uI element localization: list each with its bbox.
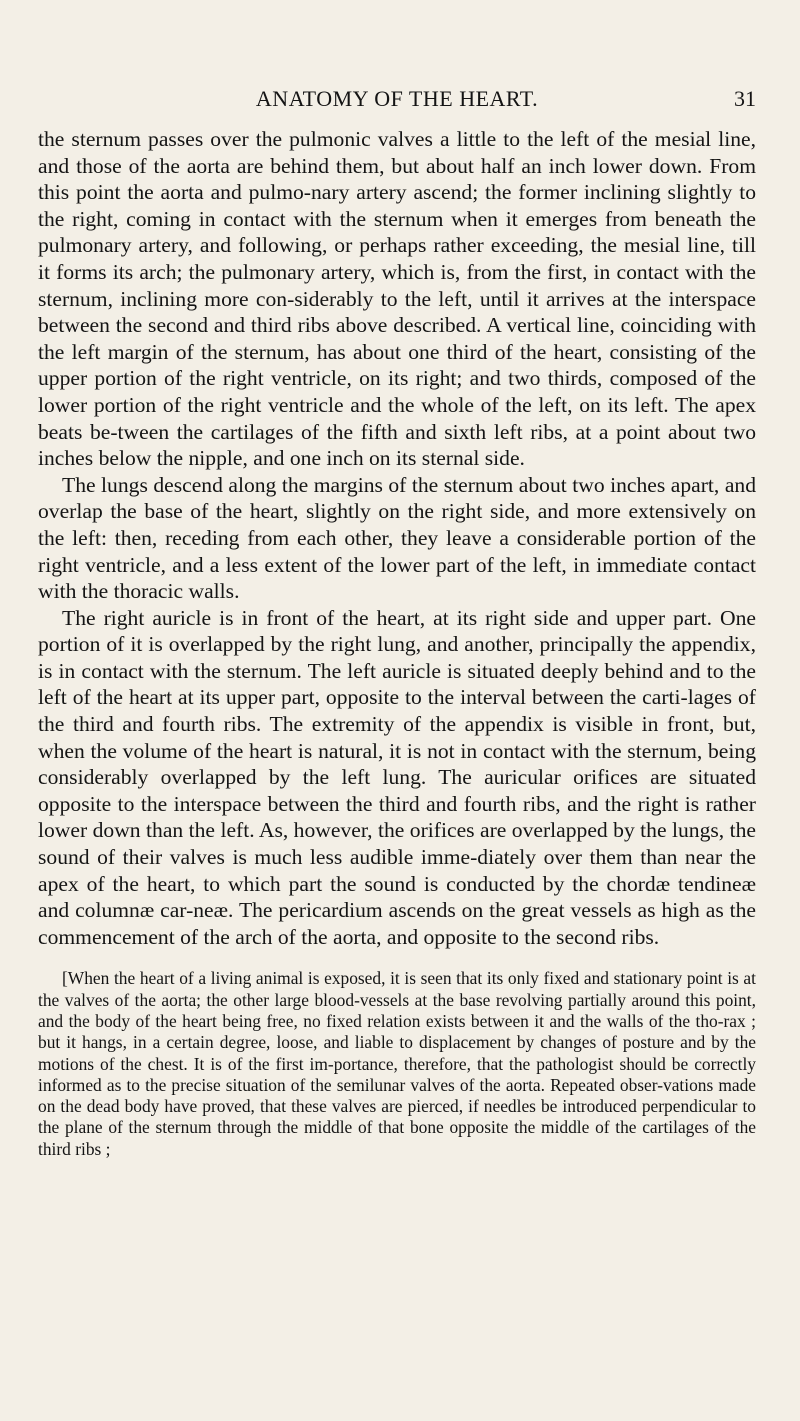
paragraph: The right auricle is in front of the heart, at its right side and upper part. One portion of it is overlapped by the right lung, and another, principally the appendix, is in contact with the sternum. The left auricle is situated deeply behind and to the left of the heart at its upper part, opposite to the interval between the carti-lages of the third and fourth ribs. The extremity of the appendix is visible in front, but, when the volume of the heart is natural, it is not in contact with the sternum, being considerably overlapped by the left lung. The auricular orifices are situated opposite to the interspace between the third and fourth ribs, and the right is rather lower down than the left. As, however, the orifices are overlapped by the lungs, the sound of their valves is much less audible imme-diately over them than near the apex of the heart, to which part the sound is conducted by the chordæ tendineæ and columnæ car-neæ. The pericardium ascends on the great vessels as high as the commencement of the arch of the aorta, and opposite to the second ribs. <box>38 605 756 949</box>
page-number: 31 <box>734 86 756 111</box>
paragraph: The lungs descend along the margins of the sternum about two inches apart, and overlap the base of the heart, slightly on the right side, and more extensively on the left: then, receding from each other, they leave a considerable portion of the right ventricle, and a less extent of the lower part of the left, in immediate contact with the thoracic walls. <box>38 472 756 604</box>
running-head <box>38 86 756 116</box>
body-text <box>38 126 756 1177</box>
paragraph: the sternum passes over the pulmonic valves a little to the left of the mesial line, and those of the aorta are behind them, but about half an inch lower down. From this point the aorta and pulmo-nary artery ascend; the former inclining slightly to the right, coming in contact with the sternum when it emerges from beneath the pulmonary artery, and following, or perhaps rather exceeding, the mesial line, till it forms its arch; the pulmonary artery, which is, from the first, in contact with the sternum, inclining more con-siderably to the left, until it arrives at the interspace between the second and third ribs above described. A vertical line, coinciding with the left margin of the sternum, has about one third of the heart, consisting of the upper portion of the right ventricle, on its right; and two thirds, composed of the lower portion of the right ventricle and the whole of the left, on its left. The apex beats be-tween the cartilages of the fifth and sixth left ribs, at a point about two inches below the nipple, and one inch on its sternal side. <box>38 127 756 471</box>
running-title: ANATOMY OF THE HEART. <box>255 86 539 111</box>
footnote-paragraph: [When the heart of a living animal is exposed, it is seen that its only fixed and stationary point is at the valves of the aorta; the other large blood-vessels at the base revolving partially around this point, and the body of the heart being free, no fixed relation exists between it and the walls of the tho-rax ; but it hangs, in a certain degree, loose, and liable to displacement by changes of posture and by the motions of the chest. It is of the first im-portance, therefore, that the pathologist should be correctly informed as to the precise situation of the semilunar valves of the aorta. Repeated obser-vations made on the dead body have proved, that these valves are pierced, if needles be introduced perpendicular to the plane of the sternum through the middle of that bone opposite the middle of the cartilages of the third ribs ; <box>38 968 756 1159</box>
